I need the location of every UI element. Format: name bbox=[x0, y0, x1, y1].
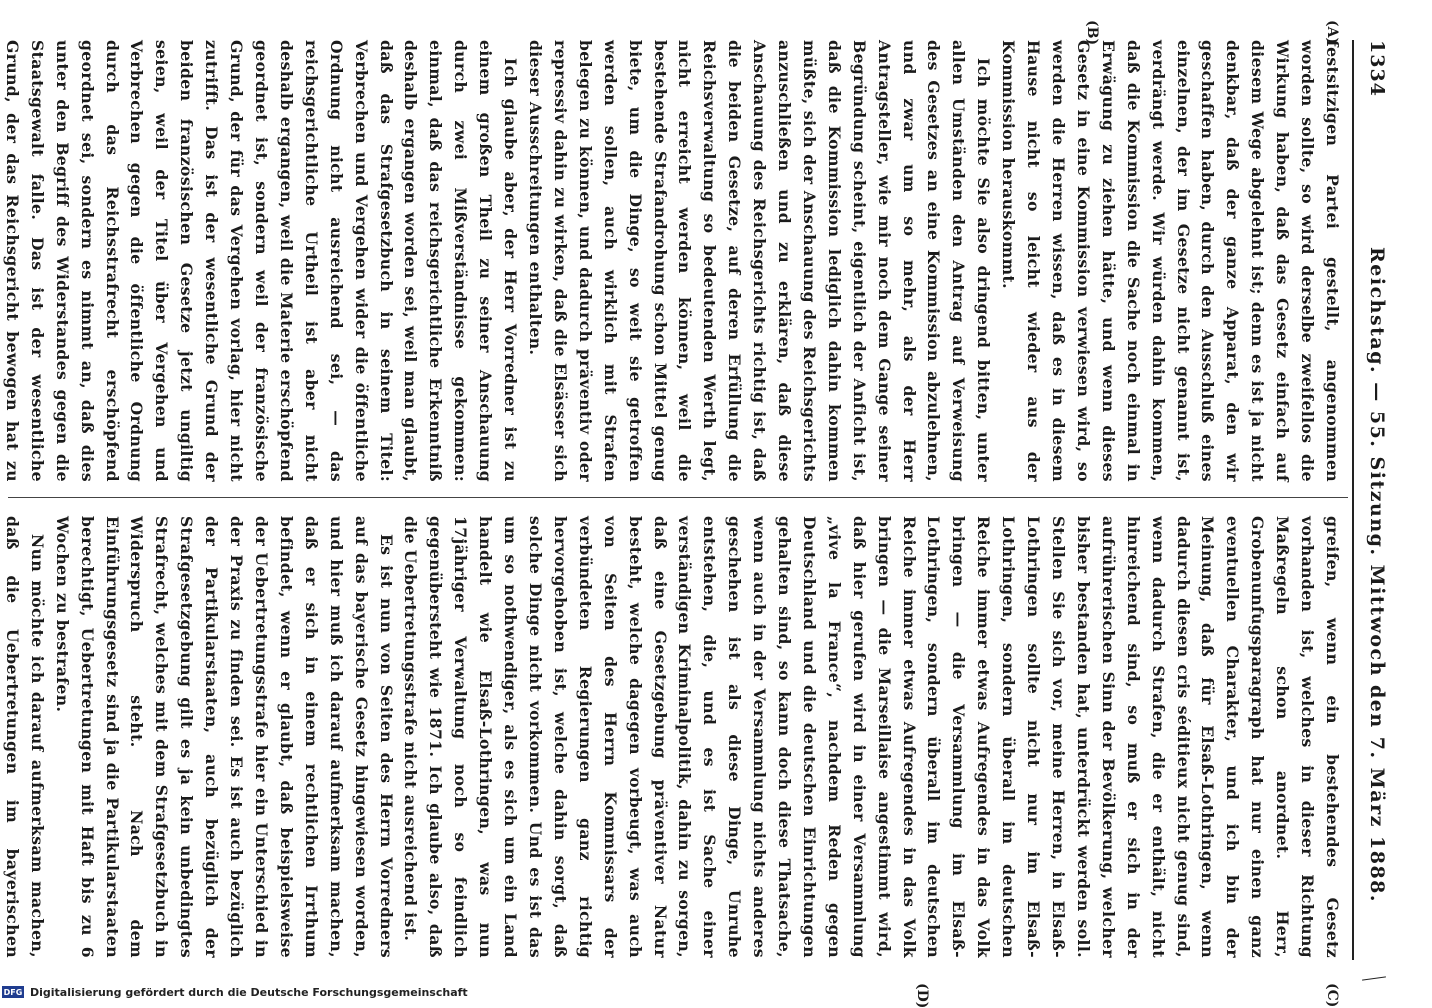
page-header bbox=[1356, 40, 1392, 960]
paragraph: greifen, wenn ein bestehendes Gesetz vorhanden ist, welches in dieser Richtung Maßregeln schon anordnet. Herr, Grobenunfugsparagraph hat nur einen ganz eventuellen Charakter, und ich bin der Meinung, daß für Elsaß-Lothringen, wenn dadurch diesen cris séditieux nicht genug sind, wenn dadurch Strafen, die er enthält, nicht hinreichend sind, so muß er sich in der aufrührerischen Sinn der Bevölkerung, welcher bisher bestanden hat, unterdrückt werden soll. Stellen Sie sich vor, meine Herren, in Elsaß-Lothringen sollte nicht nur im Elsaß-Lothringen, sondern überall im deutschen Reiche immer etwas Aufregendes in das Volk bringen — die Versammlung im Elsaß-Lothringen, sondern überall im deutschen Reiche immer etwas Aufregendes in das Volk bringen — die Marseillaise angestimmt wird, daß hier gerufen wird in einer Versammlung „vive la France“, nachdem Reden gegen Deutschland und die deutschen Einrichtungen gehalten sind, so kann doch diese Thatsache, wenn auch in der Versammlung nichts anderes geschehen ist als diese Dinge, Unruhe entstehen, die, und es ist Sache einer verständigen Kriminalpolitik, dahin zu sorgen, daß eine Gesetzgebung präventiver Natur besteht, welche dagegen vorbeugt, was auch von Seiten des Herrn Kommissars der verbündeten Regierungen ganz richtig hervorgehoben ist, welche dahin sorgt, daß solche Dinge nicht vorkommen. Und es ist das um so nothwendiger, als es sich um ein Land handelt wie Elsaß-Lothringen, was nun 17jähriger Verwaltung noch so feindlich gegenübersteht wie 1871. Ich glaube also, daß die Uebertretungsstrafe nicht ausreichend ist. bbox=[401, 516, 1342, 958]
paragraph: festsitzigen Partei gestellt, angenommen worden sollte, so wird derselbe zweifellos die Wirkung haben, daß das Gesetz einfach auf diesem Wege abgelehnt ist; denn es ist ja nicht denkbar, daß der ganze Apparat, den wir geschaffen haben, durch den Ausschluß eines einzelnen, der im Gesetze nicht genannt ist, verdrängt werde. Wir würden dahin kommen, daß die Kommission die Sache noch einmal in Erwägung zu ziehen hätte, und wenn dieses Gesetz in eine Kommission verwiesen wird, so werden die Herren wissen, daß es in diesem Hause nicht so leicht wieder aus der Kommission herauskommt. bbox=[999, 40, 1342, 482]
margin-marker-d: (D) bbox=[914, 983, 930, 1008]
paragraph: Es ist nun von Seiten des Herrn Vorredners auf das bayerische Gesetz hingewiesen worden, und hier muß ich darauf aufmerksam machen, daß er sich in einem rechtlichen Irrthum befindet, wenn er glaubt, daß beispielsweise der Uebertretungsstrafe hier ein Unterschied in der Praxis zu finden sei. Es ist auch bezüglich der Partikularstaaten, auch bezüglich der Strafgesetzgebung gilt es ja kein unbedingtes Strafrecht, welches mit dem Strafgesetzbuch in Widerspruch steht. Nach dem Einführungsgesetz sind ja die Partikularstaaten berechtigt, Uebertretungen mit Haft bis zu 6 Wochen zu bestrafen. bbox=[52, 516, 396, 958]
page-number: 1334 bbox=[1366, 40, 1388, 97]
dfg-logo-icon: DFG bbox=[3, 987, 23, 997]
left-text-column bbox=[0, 40, 1344, 482]
running-head: Reichstag. — 55. Sitzung. Mittwoch den 7. März 1888. bbox=[1366, 246, 1388, 904]
digitization-credit: Digitalisierung gefördert durch die Deutsche Forschungsgemeinschaft bbox=[30, 985, 468, 999]
header-rule bbox=[1352, 40, 1354, 960]
column-divider bbox=[8, 497, 1348, 498]
margin-marker-a: (A) bbox=[1324, 20, 1340, 45]
paragraph: Ich glaube aber, der Herr Vorredner ist zu einem großen Theil zu seiner Anschauung durch zwei Mißverständnisse gekommen: einmal, daß das reichsgerichtliche Erkenntniß deshalb ergangen worden sei, weil man glaubt, daß das Strafgesetzbuch in seinem Titel: Verbrechen und Vergehen wider die öffentliche Ordnung nicht ausreichend sei, — das reichsgerichtliche Urtheil ist aber nicht deshalb ergangen, weil die Materie erschöpfend geordnet ist, sondern weil der französische Grund, der für das Vergehen vorlag, hier nicht zutrifft. Das ist der wesentliche Grund der beiden französischen Gesetze jetzt ungiltig seien, weil der Titel über Vergehen und Verbrechen gegen die öffentliche Ordnung durch das Reichsstrafrecht erschöpfend geordnet sei, sondern es nimmt an, daß dies unter den Begriff des Widerstandes gegen die Staatsgewalt falle. Das ist der wesentliche Grund, der das Reichsgericht bewogen hat zu bbox=[2, 40, 521, 482]
margin-marker-b: (B) bbox=[1084, 20, 1100, 46]
digitization-credit-bar bbox=[0, 984, 1432, 1000]
margin-marker-c: (C) bbox=[1324, 983, 1340, 1008]
right-text-column bbox=[0, 516, 1344, 958]
paragraph: Nun möchte ich darauf aufmerksam machen, daß die Uebertretungen im bayerischen bbox=[2, 516, 47, 958]
paragraph: Ich möchte Sie also dringend bitten, unter allen Umständen den Antrag auf Verweisung des Gesetzes an eine Kommission abzulehnen, und zwar um so mehr, als der Herr Antragsteller, wie mir noch dem Gange seiner Begründung scheint, eigentlich der Anficht ist, daß die Kommission lediglich dahin kommen müßte, sich der Anschauung des Reichsgerichts anzuschließen und zu erklären, daß diese Anschauung des Reichsgerichts richtig ist, daß die beiden Gesetze, auf deren Erfüllung die Reichsverwaltung so bedeutenden Werth legt, nicht erreicht werden können, weil die bestehende Strafandrohung schon Mittel genug biete, um die Dinge, so weit sie getroffen werden sollen, auch wirklich mit Strafen belegen zu können, und dadurch präventiv oder repressiv dahin zu wirken, daß die Elsässer sich dieser Ausschreitungen enthalten. bbox=[526, 40, 994, 482]
